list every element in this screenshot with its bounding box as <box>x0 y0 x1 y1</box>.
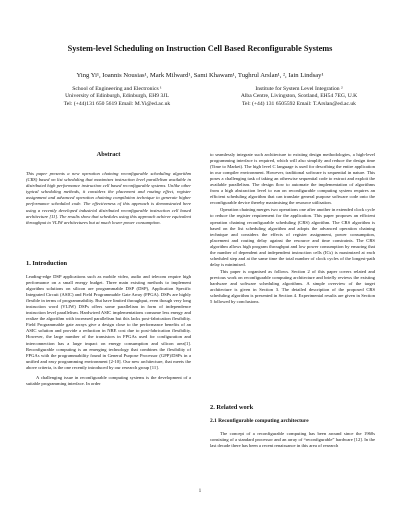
intro-paragraph-4: Operation chaining merges two operations one after another in extended clock cycle to reduce the register requirement for the application. This paper proposes an efficient operation chaining reconfigurable scheduling (CRS) algorithm. The CRS algorithm is based on the list scheduling algorithm and adopts the advanced operation chaining technique and considers the effects of register assignment, power consumption, placement and routing delay against the resource and time constraints. The CRS algorithm allows high program throughput and low power consumption by ensuring that the number of dependent and independent instruction cells (ICs) is maximized at each scheduled step and at the same time the total number of clock cycles of the longest-path delay is minimised. <box>210 207 375 267</box>
affiliation-address: University of Edinburgh, Edinburgh, EH9 3JL <box>65 93 169 100</box>
abstract-heading: Abstract <box>96 151 121 158</box>
affiliation-contact: Tel: (+44)131 650 5619 Email: M.Yi@ed.ac.uk <box>63 100 171 107</box>
affiliation-left <box>32 86 202 108</box>
affiliation-address: Alba Centre, Livingston, Scotland, EH54 7EG, U.K <box>240 93 358 100</box>
author-list: Ying Yi¹, Ioannis Nousias¹, Mark Milward¹, Sami Khawam¹, Tughrul Arslan¹, ², Iain Lindsay¹ <box>76 72 324 79</box>
intro-paragraph-1: Leading-edge DSP applications such as mobile video, audio and telecom require high performance on a small energy budget. Three main existing methods to implement algorithm solutions on silicon are programmable DSP (DSP), Application Specific Integrated Circuit (ASIC) and Field Programmable Gate Array (FPGA). DSPs are highly flexible in terms of programmability. But have limited throughput, even though very long instruction word (VLIW) DSPs offers some parallelism in form of independence instruction level parallelism. Hardwired ASIC implementations consume less energy and realize the algorithm with increased parallelism but this lacks post-fabrication flexibility. Field Programmable gate arrays give a design close to the performance benefits of an ASIC solution and provide a reduction in NRE cost due to post-fabrication flexibility. However, the large number of the transistors in FPGAs used for configuration and interconnection has a large impact on energy consumption and silicon area[1]. Reconfigurable computing is an emerging technology that combines the flexibility of FPGAs with the programmability found in General Purpose Processor (GPP)/DSPs in a unified and easy programming environment [2-10]. Our new architecture, that meets the above criteria, is the one recently introduced by our research group [11]. <box>26 274 191 370</box>
abstract-text: This paper presents a new operation chaining reconfigurable scheduling algorithm (CRS) based on list scheduling that maximizes instruction level parallelism available in distributed high performance instruction cell based reconfigurable systems. Unlike other typical scheduling methods, it considers the placement and routing effect, register assignment and advanced operation chaining compilation technique to generate higher performance scheduled code. The effectiveness of this approach is demonstrated here using a recently developed industrial distributed reconfigurable instruction cell based architecture [11]. The results show that schedules using this approach achieve equivalent throughput to VLIW architectures but at much lower power consumption. <box>26 171 191 225</box>
subsection-heading: 2.1 Reconfigurable computing architecture <box>210 418 309 424</box>
intro-paragraph-3: to seamlessly integrate such architecture to existing design methodologies, a high-level programming interface is required, which will also simplify and reduce the design time (Time to Market). The high level C language is used for describing the entire application in our compiler environment. However, traditional software is sequential in nature. This poses a challenging task of taking an otherwise sequential code to extract and exploit the available parallelism. The design flow to automate the implementation of algorithms from a high abstraction level to run on reconfigurable computing system requires an efficient scheduling algorithm that can translate general purpose software code onto the reconfigurable device thereby maximising the resource utilisation. <box>210 152 375 206</box>
right-column-section-2 <box>210 404 375 449</box>
affiliation-right <box>214 86 384 108</box>
left-column-body <box>26 260 191 387</box>
affiliation-name: School of Engineering and Electronics ¹ <box>72 86 162 92</box>
related-work-paragraph: The concept of a reconfigurable computing has been around since the 1960s consisting of a standard processor and an array of “reconfigurable” hardware [12]. In the last decade there has been a recent renaissance in this area of research <box>210 431 375 449</box>
page-number: 1 <box>198 489 202 494</box>
paper-title: System-level Scheduling on Instruction Cell Based Reconfigurable Systems <box>67 44 333 53</box>
right-column-body <box>210 152 375 305</box>
intro-paragraph-5: This paper is organised as follows. Section 2 of this paper covers related and previous work on reconfigurable computing architecture and briefly reviews the existing hardware and software scheduling algorithms. A simple overview of the target architecture is given in Section 3. The detailed description of the proposed CRS scheduling algorithm is presented in Section 4. Experimental results are given in Section 5 followed by conclusions. <box>210 268 375 305</box>
intro-paragraph-2: A challenging issue in reconfigurable computing systems is the development of a suitable programming interface. In order <box>26 374 191 386</box>
affiliation-name: Institute for System Level Integration ² <box>255 86 343 92</box>
section-heading-introduction: 1. Introduction <box>26 260 68 267</box>
section-heading-related-work: 2. Related work <box>210 404 254 411</box>
affiliation-contact: Tel: (+44) 131 6505592 Email: T.Arslan@ed.ac.uk <box>242 100 356 107</box>
